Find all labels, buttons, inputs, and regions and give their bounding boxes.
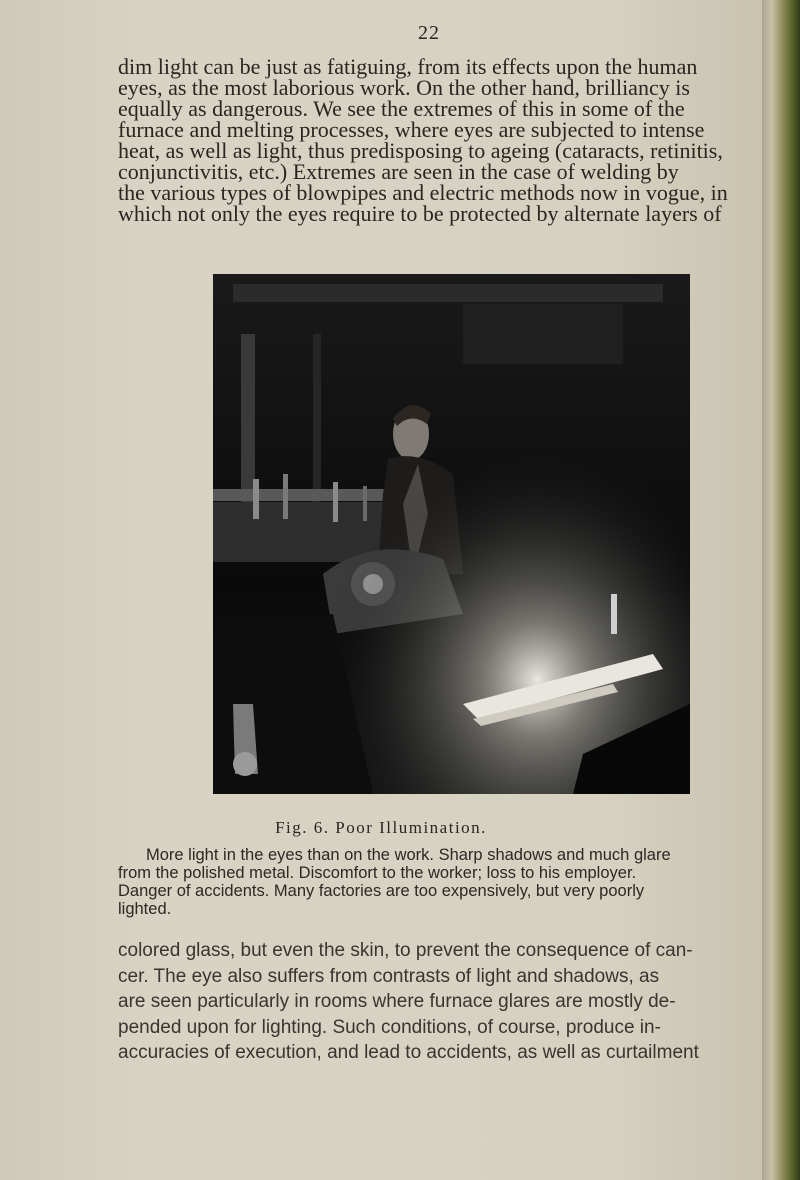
- text-line: conjunctivitis, etc.) Extremes are seen in the case of welding by: [118, 159, 679, 184]
- caption-line: lighted.: [118, 900, 172, 918]
- text-line: which not only the eyes require to be protected by alternate layers of: [118, 201, 722, 226]
- factory-worker-photo: [213, 274, 690, 794]
- text-line: heat, as well as light, thus predisposing to ageing (cataracts, retinitis,: [118, 138, 723, 163]
- text-line: pended upon for lighting. Such conditions, of course, produce in-: [118, 1016, 661, 1038]
- figure-photograph: [213, 274, 690, 794]
- text-line: the various types of blowpipes and electric methods now in vogue, in: [118, 180, 728, 205]
- caption-line: More light in the eyes than on the work. Sharp shadows and much glare: [146, 846, 671, 864]
- text-line: are seen particularly in rooms where furnace glares are mostly de-: [118, 991, 676, 1012]
- text-line: colored glass, but even the skin, to prevent the consequence of can-: [118, 940, 693, 961]
- text-line: eyes, as the most laborious work. On the other hand, brilliancy is: [118, 75, 690, 100]
- figure-title: Fig. 6. Poor Illumination.: [275, 818, 487, 837]
- figure-caption: [118, 846, 718, 918]
- caption-line: Danger of accidents. Many factories are too expensively, but very poorly: [118, 882, 645, 900]
- text-line: dim light can be just as fatiguing, from its effects upon the human: [118, 54, 698, 79]
- top-paragraph: [118, 54, 728, 226]
- bottom-paragraph: [118, 938, 718, 1066]
- text-line: furnace and melting processes, where eyes are subjected to intense: [118, 117, 705, 142]
- page-number: 22: [418, 22, 440, 44]
- book-spine-edge: [762, 0, 800, 1180]
- text-line: equally as dangerous. We see the extremes of this in some of the: [118, 96, 685, 121]
- text-line: accuracies of execution, and lead to accidents, as well as curtailment: [118, 1042, 699, 1063]
- caption-line: from the polished metal. Discomfort to the worker; loss to his employer.: [118, 864, 637, 882]
- text-line: cer. The eye also suffers from contrasts of light and shadows, as: [118, 965, 660, 987]
